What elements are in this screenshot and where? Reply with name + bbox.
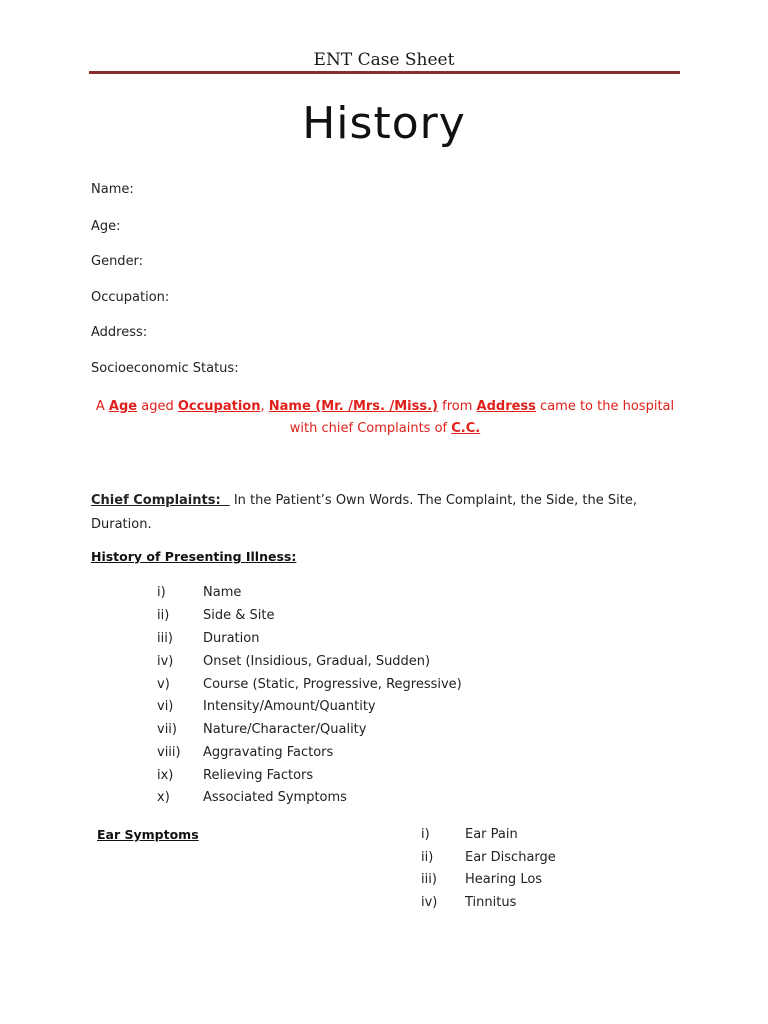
page-title: History xyxy=(302,98,466,149)
hpi-heading: History of Presenting Illness: xyxy=(91,549,297,564)
summary-text: , xyxy=(260,399,269,414)
list-item-text: Aggravating Factors xyxy=(203,745,334,760)
list-item-text: Relieving Factors xyxy=(203,768,314,783)
list-item-number: vii) xyxy=(157,722,177,737)
list-item-number: ii) xyxy=(421,850,434,865)
list-item-text: Tinnitus xyxy=(465,895,517,910)
list-item-text: Hearing Los xyxy=(465,872,543,887)
list-item-number: x) xyxy=(157,790,170,805)
header-title: ENT Case Sheet xyxy=(313,50,455,70)
list-item-text: Ear Pain xyxy=(465,827,518,842)
summary-text: A xyxy=(95,399,109,414)
chief-complaints-label: Chief Complaints: xyxy=(91,493,230,508)
list-item-text: Side & Site xyxy=(203,608,275,623)
list-item-number: ix) xyxy=(157,768,174,783)
list-item-number: iv) xyxy=(157,654,174,669)
summary-text: came to the hospital xyxy=(535,399,675,414)
summary-occupation: Occupation xyxy=(177,399,261,414)
list-item-text: Associated Symptoms xyxy=(203,790,347,805)
list-item-number: iii) xyxy=(421,872,437,887)
list-item-number: iii) xyxy=(157,631,173,646)
list-item-text: Course (Static, Progressive, Regressive) xyxy=(203,677,462,692)
summary-text: from xyxy=(438,399,477,414)
list-item-text: Ear Discharge xyxy=(465,850,556,865)
list-item-text: Name xyxy=(203,585,242,600)
summary-age: Age xyxy=(108,399,138,414)
header-divider xyxy=(89,71,680,74)
field-occupation-label: Occupation: xyxy=(91,290,170,305)
field-socioeconomic-label: Socioeconomic Status: xyxy=(91,361,239,376)
list-item-number: i) xyxy=(157,585,166,600)
list-item-number: viii) xyxy=(157,745,181,760)
chief-complaints-text: In the Patient’s Own Words. The Complaint, the Side, the Site, Duration. xyxy=(91,493,637,532)
field-gender-label: Gender: xyxy=(91,254,144,269)
summary-text: with chief Complaints of xyxy=(289,421,452,436)
summary-line-2 xyxy=(60,418,710,440)
list-item-number: vi) xyxy=(157,699,174,714)
summary-line-1 xyxy=(60,396,710,418)
patient-summary-template xyxy=(60,396,710,440)
summary-name: Name (Mr. /Mrs. /Miss.) xyxy=(268,399,438,414)
summary-chief-complaint: C.C. xyxy=(451,421,481,436)
list-item-text: Duration xyxy=(203,631,260,646)
field-age-label: Age: xyxy=(91,219,121,234)
list-item-text: Onset (Insidious, Gradual, Sudden) xyxy=(203,654,431,669)
list-item-text: Nature/Character/Quality xyxy=(203,722,367,737)
list-item-number: v) xyxy=(157,677,170,692)
chief-complaints xyxy=(91,489,651,537)
list-item-number: iv) xyxy=(421,895,438,910)
ear-symptoms-heading: Ear Symptoms xyxy=(97,827,199,842)
field-address-label: Address: xyxy=(91,325,148,340)
summary-text: aged xyxy=(137,399,178,414)
list-item-number: i) xyxy=(421,827,430,842)
field-name-label: Name: xyxy=(91,182,134,197)
summary-address: Address xyxy=(476,399,536,414)
list-item-text: Intensity/Amount/Quantity xyxy=(203,699,376,714)
list-item-number: ii) xyxy=(157,608,170,623)
